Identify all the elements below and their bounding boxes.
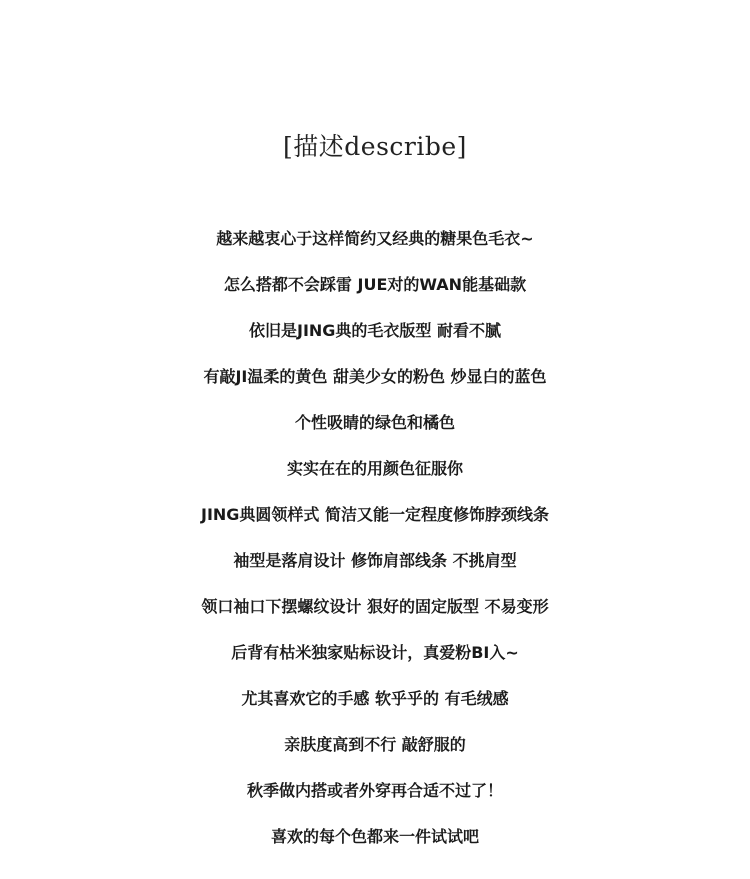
description-line: 越来越衷心于这样简约又经典的糖果色毛衣~	[216, 229, 534, 248]
description-line: JING典圆领样式 简洁又能一定程度修饰脖颈线条	[200, 505, 549, 524]
description-line: 亲肤度高到不行 敲舒服的	[284, 735, 466, 754]
description-line: 喜欢的每个色都来一件试试吧	[270, 827, 479, 846]
description-line: 领口袖口下摆螺纹设计 狠好的固定版型 不易变形	[201, 597, 549, 616]
description-line: 秋季做内搭或者外穿再合适不过了！	[246, 781, 503, 800]
description-line: 依旧是JING典的毛衣版型 耐看不腻	[248, 321, 501, 340]
description-line: 有敲JI温柔的黄色 甜美少女的粉色 炒显白的蓝色	[203, 367, 547, 386]
section-heading: [描述describe]	[283, 132, 467, 161]
description-text-list	[0, 220, 750, 864]
description-line: 袖型是落肩设计 修饰肩部线条 不挑肩型	[233, 551, 517, 570]
description-line: 后背有枯米独家贴标设计，真爱粉BI入~	[231, 643, 519, 662]
description-line: 个性吸睛的绿色和橘色	[294, 413, 455, 432]
description-line: 怎么搭都不会踩雷 JUE对的WAN能基础款	[223, 275, 527, 294]
description-line: 尤其喜欢它的手感 软乎乎的 有毛绒感	[241, 689, 509, 708]
description-line: 实实在在的用颜色征服你	[286, 459, 463, 478]
